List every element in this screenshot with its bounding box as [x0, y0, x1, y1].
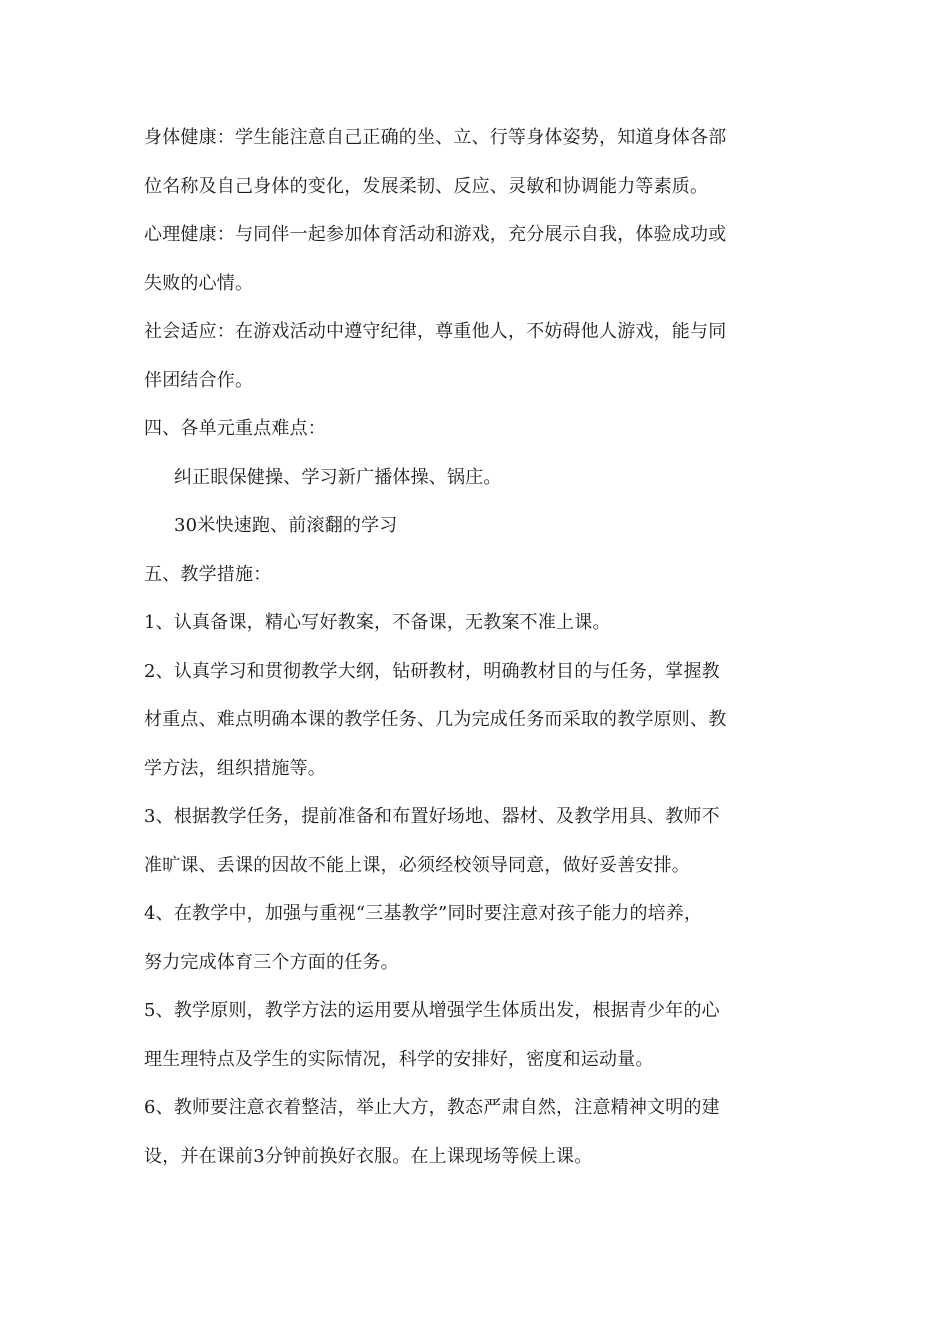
text-line: 30米快速跑、前滚翻的学习	[174, 515, 398, 536]
list-item: 4、在教学中，加强与重视“三基教学”同时要注意对孩子能力的培养，	[144, 903, 703, 924]
text-line: 理生理特点及学生的实际情况，科学的安排好，密度和运动量。	[144, 1048, 654, 1070]
text-line: 努力完成体育三个方面的任务。	[144, 951, 399, 973]
text-line: 准旷课、丢课的因故不能上课，必须经校领导同意，做好妥善安排。	[144, 854, 690, 876]
list-item: 2、认真学习和贯彻教学大纲，钻研教材，明确教材目的与任务，掌握教	[144, 660, 720, 682]
text-line: 身体健康：学生能注意自己正确的坐、立、行等身体姿势，知道身体各部	[144, 127, 727, 148]
section-heading: 四、各单元重点难点：	[144, 418, 326, 439]
text-line: 学方法，组织措施等。	[144, 757, 326, 779]
list-item: 5、教学原则，教学方法的运用要从增强学生体质出发，根据青少年的心	[144, 1000, 720, 1021]
text-line: 材重点、难点明确本课的教学任务、几为完成任务而采取的教学原则、教	[144, 709, 727, 730]
text-line: 纠正眼保健操、学习新广播体操、锅庄。	[174, 466, 502, 488]
text-line: 失败的心情。	[144, 272, 254, 294]
list-item: 6、教师要注意衣着整洁，举止大方，教态严肃自然，注意精神文明的建	[144, 1097, 720, 1118]
text-line: 心理健康：与同伴一起参加体育活动和游戏，充分展示自我，体验成功或	[144, 224, 727, 245]
list-item: 3、根据教学任务，提前准备和布置好场地、器材、及教学用具、教师不	[144, 806, 720, 827]
text-line: 社会适应：在游戏活动中遵守纪律，尊重他人，不妨碍他人游戏，能与同	[144, 321, 727, 342]
text-line: 伴团结合作。	[144, 369, 254, 391]
list-item: 1、认真备课，精心写好教案，不备课，无教案不准上课。	[144, 612, 611, 633]
text-line: 设，并在课前3分钟前换好衣服。在上课现场等候上课。	[144, 1145, 593, 1167]
section-heading: 五、教学措施：	[144, 563, 272, 585]
text-line: 位名称及自己身体的变化，发展柔韧、反应、灵敏和协调能力等素质。	[144, 175, 709, 197]
document-body	[144, 114, 814, 1181]
